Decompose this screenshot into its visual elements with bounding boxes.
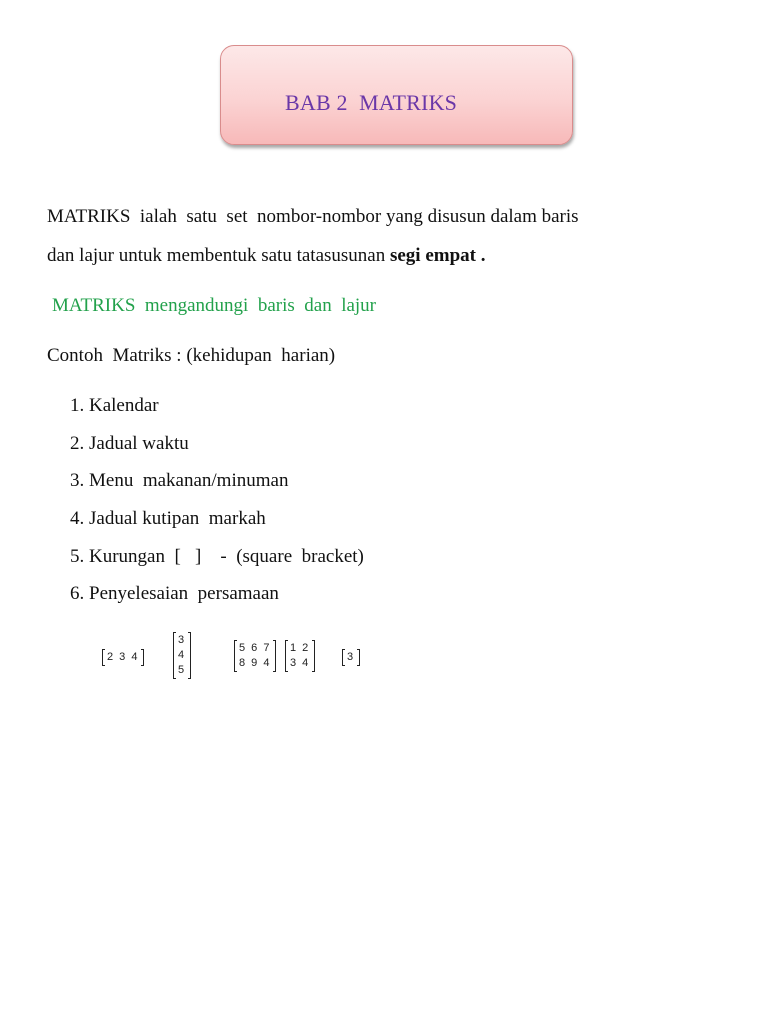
matrix-2x2-example — [285, 640, 315, 672]
example-item: 3. Menu makanan/minuman — [70, 470, 289, 491]
right-bracket — [312, 640, 315, 672]
matrix-body — [176, 632, 188, 679]
chapter-title-box — [220, 45, 573, 145]
matrix-body — [105, 649, 141, 666]
matrix-row: 5 — [178, 664, 186, 676]
matrix-row: 3 — [347, 651, 355, 663]
examples-heading: Contoh Matriks : (kehidupan harian) — [47, 345, 336, 366]
chapter-title: BAB 2 MATRIKS — [285, 90, 458, 115]
example-item: 6. Penyelesaian persamaan — [70, 583, 279, 604]
example-item: 2. Jadual waktu — [70, 433, 189, 454]
example-item: 4. Jadual kutipan markah — [70, 508, 266, 529]
matrix-2x3-example — [234, 640, 276, 672]
matrix-body — [237, 640, 273, 672]
matrix-body — [345, 649, 357, 666]
example-item: 1. Kalendar — [70, 395, 159, 416]
matrix-row: 3 — [178, 634, 186, 646]
matrix-row: 3 4 — [290, 657, 310, 669]
right-bracket — [141, 649, 144, 666]
right-bracket — [273, 640, 276, 672]
matrix-1x1-example — [342, 649, 360, 666]
example-item: 5. Kurungan [ ] - (square bracket) — [70, 546, 364, 567]
matrix-body — [288, 640, 312, 672]
right-bracket — [188, 632, 191, 679]
definition-line-2-text: dan lajur untuk membentuk satu tatasusunan — [47, 245, 390, 266]
matrix-column-example — [173, 632, 191, 679]
definition-line-1: MATRIKS ialah satu set nombor-nombor yang disusun dalam baris — [47, 206, 579, 227]
matrix-row-example — [102, 649, 144, 666]
matrix-row: 5 6 7 — [239, 642, 271, 654]
matrix-row: 8 9 4 — [239, 657, 271, 669]
definition-line-2 — [47, 245, 486, 267]
right-bracket — [357, 649, 360, 666]
green-note: MATRIKS mengandungi baris dan lajur — [52, 295, 377, 316]
matrix-row: 2 3 4 — [107, 651, 139, 663]
matrix-row: 1 2 — [290, 642, 310, 654]
definition-emphasis: segi empat . — [389, 245, 486, 266]
matrix-row: 4 — [178, 649, 186, 661]
